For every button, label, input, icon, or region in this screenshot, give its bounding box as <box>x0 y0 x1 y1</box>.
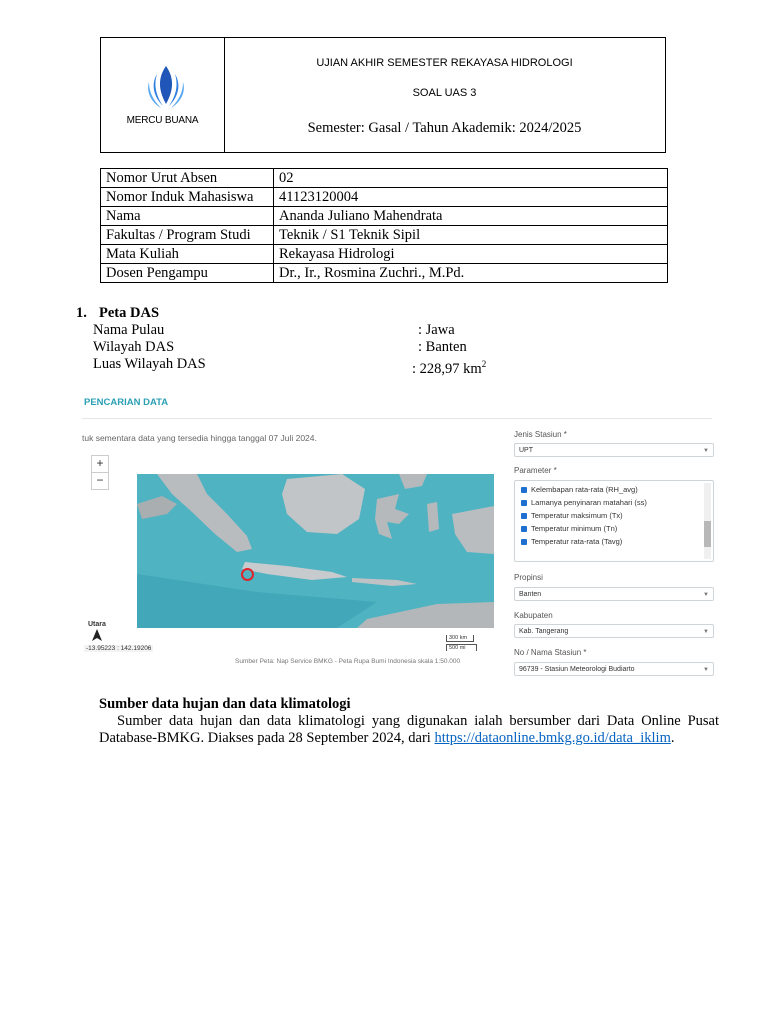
mercu-buana-logo-icon <box>141 64 191 110</box>
das-value-pulau: : Jawa <box>418 322 455 338</box>
zoom-in-button[interactable]: + <box>91 455 109 473</box>
zoom-out-button[interactable]: − <box>91 472 109 490</box>
chevron-down-icon: ▼ <box>703 667 709 673</box>
exam-title: UJIAN AKHIR SEMESTER REKAYASA HIDROLOGI <box>316 57 573 69</box>
stasiun-value: 96739 - Stasiun Meteorologi Budiarto <box>519 666 635 673</box>
info-value: 02 <box>274 169 668 188</box>
info-value: Teknik / S1 Teknik Sipil <box>274 226 668 245</box>
north-label: Utara <box>88 621 106 628</box>
info-row <box>101 169 668 188</box>
station-marker-icon[interactable] <box>241 568 254 581</box>
das-label-pulau: Nama Pulau <box>93 322 165 338</box>
stasiun-select[interactable] <box>514 662 714 676</box>
info-label: Dosen Pengampu <box>101 264 274 283</box>
parameter-item[interactable]: Temperatur minimum (Tn) <box>521 524 617 533</box>
info-value: Dr., Ir., Rosmina Zuchri., M.Pd. <box>274 264 668 283</box>
screenshot-heading: PENCARIAN DATA <box>84 397 169 408</box>
university-logo <box>101 38 225 152</box>
checkbox-checked-icon[interactable] <box>521 500 527 506</box>
info-label: Mata Kuliah <box>101 245 274 264</box>
parameter-item[interactable]: Kelembapan rata-rata (RH_avg) <box>521 485 638 494</box>
student-info-table <box>100 168 668 283</box>
chevron-down-icon: ▼ <box>703 629 709 635</box>
parameter-label: Parameter * <box>514 466 557 475</box>
header-text <box>225 38 665 152</box>
das-value-wilayah: : Banten <box>418 339 467 355</box>
bmkg-screenshot <box>82 392 718 682</box>
info-value: 41123120004 <box>274 188 668 207</box>
info-value: Ananda Juliano Mahendrata <box>274 207 668 226</box>
indonesia-map[interactable] <box>137 474 494 628</box>
info-label: Nomor Induk Mahasiswa <box>101 188 274 207</box>
map-landmass <box>137 474 494 628</box>
luas-unit-exponent: 2 <box>481 359 487 369</box>
checkbox-checked-icon[interactable] <box>521 526 527 532</box>
jenis-stasiun-label: Jenis Stasiun * <box>514 430 567 439</box>
checkbox-checked-icon[interactable] <box>521 487 527 493</box>
info-label: Fakultas / Program Studi <box>101 226 274 245</box>
map-source: Sumber Peta: Nap Service BMKG - Peta Rupa Bumi Indonesia skala 1:50.000 <box>235 658 461 665</box>
availability-note: tuk sementara data yang tersedia hingga tanggal 07 Juli 2024. <box>82 433 317 443</box>
propinsi-label: Propinsi <box>514 573 543 582</box>
info-row <box>101 245 668 264</box>
kabupaten-select[interactable] <box>514 624 714 638</box>
parameter-scroll-thumb[interactable] <box>704 521 711 547</box>
parameter-item[interactable]: Temperatur maksimum (Tx) <box>521 511 623 520</box>
source-text: Sumber data hujan dan data klimatologi yang digunakan ialah bersumber dari Data Online Pusat Database-BMKG. Diakses pada 28 September 2024, dari <box>99 713 719 746</box>
north-arrow-icon <box>91 629 103 641</box>
info-row <box>101 226 668 245</box>
das-label-luas: Luas Wilayah DAS <box>93 356 206 372</box>
info-row <box>101 207 668 226</box>
soal-label: SOAL UAS 3 <box>412 87 477 99</box>
info-row <box>101 188 668 207</box>
stasiun-label: No / Nama Stasiun * <box>514 648 587 657</box>
propinsi-value: Banten <box>519 591 542 598</box>
propinsi-select[interactable] <box>514 587 714 601</box>
parameter-item[interactable]: Lamanya penyinaran matahari (ss) <box>521 498 647 507</box>
das-value-luas <box>412 356 486 378</box>
jenis-stasiun-value: UPT <box>519 447 533 454</box>
info-row <box>101 264 668 283</box>
chevron-down-icon: ▼ <box>703 448 709 454</box>
kabupaten-value: Kab. Tangerang <box>519 628 569 635</box>
checkbox-checked-icon[interactable] <box>521 539 527 545</box>
parameter-item[interactable]: Temperatur rata-rata (Tavg) <box>521 537 622 546</box>
logo-text: MERCU BUANA <box>126 115 199 126</box>
info-label: Nomor Urut Absen <box>101 169 274 188</box>
source-text-end: . <box>670 730 675 746</box>
bmkg-data-link[interactable]: https://dataonline.bmkg.go.id/data_iklim <box>434 730 671 746</box>
scale-bar-km: 300 km <box>446 635 474 642</box>
section-title: Peta DAS <box>99 305 160 321</box>
semester-label: Semester: Gasal / Tahun Akademik: 2024/2025 <box>307 120 582 136</box>
source-paragraph <box>99 713 719 747</box>
luas-value: : 228,97 km <box>412 360 482 377</box>
chevron-down-icon: ▼ <box>703 592 709 598</box>
section-number: 1. <box>76 305 87 321</box>
coordinate-readout: -13.95223 : 142.19206 <box>86 645 152 652</box>
scale-bar-mi: 500 mi <box>446 644 477 651</box>
info-value: Rekayasa Hidrologi <box>274 245 668 264</box>
kabupaten-label: Kabupaten <box>514 611 553 620</box>
source-title: Sumber data hujan dan data klimatologi <box>99 696 351 712</box>
checkbox-checked-icon[interactable] <box>521 513 527 519</box>
info-label: Nama <box>101 207 274 226</box>
heading-divider <box>82 418 712 419</box>
document-header <box>100 37 666 153</box>
jenis-stasiun-select[interactable] <box>514 443 714 457</box>
das-label-wilayah: Wilayah DAS <box>93 339 175 355</box>
parameter-list[interactable] <box>514 480 714 562</box>
